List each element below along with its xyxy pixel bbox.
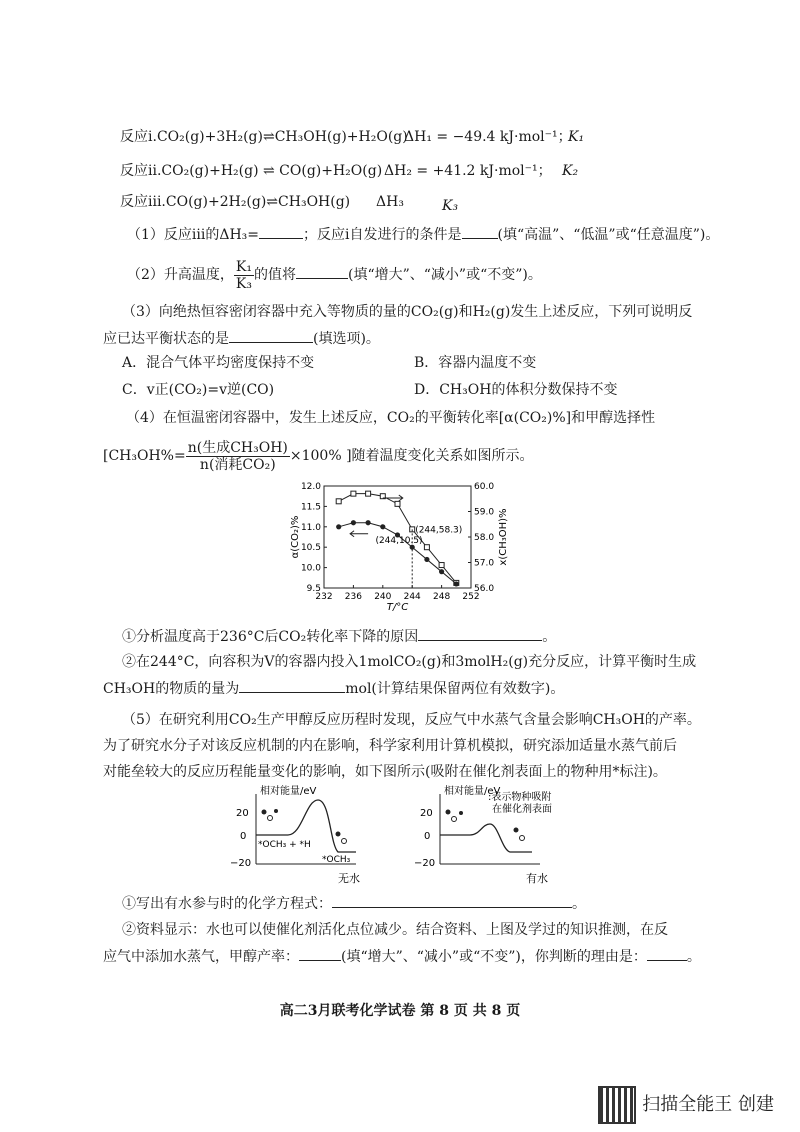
fraction-numerator: K₁ — [235, 258, 252, 275]
molecule-icon — [262, 810, 267, 815]
q2-text-c: (填“增大”、“减小”或“不变”)。 — [348, 267, 542, 283]
reaction-2-k: K₂ — [562, 163, 579, 179]
data-point-square — [336, 499, 341, 504]
data-point-circle — [424, 557, 429, 562]
x-axis-label: T/°C — [386, 602, 409, 613]
q4-sub1-end: 。 — [542, 629, 557, 645]
reaction-equation: CO₂(g)+H₂(g) ⇌ CO(g)+H₂O(g) — [161, 163, 383, 179]
x-tick-label: 232 — [315, 592, 333, 602]
answer-blank[interactable] — [332, 893, 572, 908]
selectivity-fraction — [186, 440, 290, 473]
question-5-line3: 对能垒较大的反应历程能量变化的影响，如下图所示(吸附在催化剂表面上的物种用*标注)。 — [103, 764, 667, 780]
y-left-tick-label: 10.0 — [300, 563, 321, 574]
question-5-line2: 为了研究水分子对该反应机制的内在影响，科学家利用计算机模拟，研究添加适量水蒸气前后 — [103, 738, 677, 754]
molecule-icon — [342, 839, 347, 844]
question-5-sub1 — [122, 893, 586, 914]
reaction-label: 反应iii. — [120, 194, 166, 210]
data-point-square — [439, 563, 444, 568]
tick-label: 20 — [420, 808, 433, 819]
reaction-3 — [120, 192, 350, 212]
answer-blank[interactable] — [647, 946, 687, 961]
answer-blank[interactable] — [229, 328, 313, 343]
x-tick-label: 248 — [433, 592, 451, 602]
q2-text-a: （2）升高温度， — [127, 267, 234, 283]
option-c: C．v正(CO₂)=v逆(CO) — [122, 382, 275, 398]
species-label: *OCH₃ + *H — [258, 840, 311, 850]
molecule-icon — [274, 809, 278, 813]
question-5-sub2a: ②资料显示：水也可以使催化剂活化点位减少。结合资料、上图及学过的知识推测，在反 — [122, 922, 668, 938]
tick-label: 0 — [240, 831, 247, 842]
question-1 — [127, 224, 719, 245]
reaction-1-enthalpy: ΔH₁ = −49.4 kJ·mol⁻¹； — [404, 129, 572, 145]
y-right-tick-label: 59.0 — [474, 507, 495, 518]
x-tick-label: 244 — [403, 592, 421, 602]
q1-text-b: ；反应i自发进行的条件是 — [303, 227, 462, 243]
q5-sub2-mid: (填“增大”、“减小”或“不变”)，你判断的理由是： — [341, 949, 647, 965]
data-point-square — [366, 491, 371, 496]
q5-sub1-text: ①写出有水参与时的化学方程式： — [122, 896, 332, 912]
q5-sub2-end: 。 — [686, 949, 701, 965]
answer-blank[interactable] — [259, 224, 303, 239]
molecule-icon — [446, 810, 451, 815]
q1-text-c: (填“高温”、“低温”或“任意温度”)。 — [497, 227, 720, 243]
k-ratio-fraction — [234, 259, 254, 292]
y-right-tick-label: 56.0 — [474, 584, 495, 594]
answer-blank[interactable] — [239, 678, 345, 693]
y-left-axis-label: α(CO₂)% — [290, 515, 301, 559]
answer-blank[interactable] — [296, 264, 348, 279]
question-4-sub1 — [122, 626, 556, 647]
legend-note: 在催化剂表面 — [492, 804, 552, 815]
answer-blank[interactable] — [299, 946, 341, 961]
qr-code-icon — [598, 1086, 636, 1124]
q1-text-a: （1）反应iii的ΔH₃= — [127, 227, 260, 243]
y-right-axis-label: x(CH₃OH)% — [498, 508, 509, 566]
q3-text-b: (填选项)。 — [313, 331, 380, 347]
y-left-tick-label: 11.5 — [300, 502, 321, 513]
question-3-line2 — [103, 328, 380, 349]
question-5-line1: （5）在研究利用CO₂生产甲醇反应历程时发现，反应气中水蒸气含量会影响CH₃OH的产率。 — [122, 712, 701, 728]
species-label: *OCH₃ — [322, 855, 351, 865]
y-axis-label: 相对能量/eV — [444, 786, 501, 797]
molecule-icon — [268, 816, 273, 821]
y-right-tick-label: 58.0 — [474, 533, 495, 543]
reaction-label: 反应ii. — [120, 163, 162, 179]
reaction-1 — [120, 127, 408, 147]
energy-path — [440, 824, 532, 852]
data-point-square — [395, 501, 400, 506]
q2-text-b: 的值将 — [254, 267, 296, 283]
question-3-line1: （3）向绝热恒容密闭容器中充入等物质的量的CO₂(g)和H₂(g)发生上述反应，下列可说明反 — [122, 304, 693, 320]
data-point-circle — [336, 524, 341, 529]
annotation-label: (244,10.5) — [375, 536, 423, 547]
arrow-left-icon — [350, 531, 368, 537]
reaction-2 — [120, 161, 382, 181]
q5-sub1-end: 。 — [572, 896, 586, 912]
page-footer: 高二3月联考化学试卷 第 8 页 共 8 页 — [279, 1003, 521, 1019]
question-2 — [127, 256, 542, 294]
x-tick-label: 240 — [374, 592, 392, 602]
q4-selectivity-pre: [CH₃OH%= — [103, 448, 186, 464]
q4-selectivity-post: ×100% ]随着温度变化关系如图所示。 — [289, 448, 534, 464]
reaction-equation: CO₂(g)+3H₂(g)⇌CH₃OH(g)+H₂O(g) — [156, 129, 408, 145]
data-point-circle — [351, 520, 356, 525]
molecule-icon — [520, 836, 525, 841]
y-left-tick-label: 10.5 — [300, 543, 321, 554]
question-4-sub2a: ②在244°C，向容积为V的容器内投入1molCO₂(g)和3molH₂(g)充分反应，计算平衡时生成 — [122, 654, 697, 670]
option-a: A．混合气体平均密度保持不变 — [122, 355, 315, 371]
diagram-caption: 有水 — [526, 872, 548, 885]
molecule-icon — [452, 817, 457, 822]
reaction-1-k: K₁ — [568, 129, 585, 145]
q5-sub2-text: 应气中添加水蒸气，甲醇产率： — [103, 949, 299, 965]
fraction-denominator: K₃ — [235, 275, 252, 292]
molecule-icon — [336, 832, 341, 837]
q4-sub2-text: CH₃OH的物质的量为 — [103, 681, 240, 697]
fraction-numerator: n(生成CH₃OH) — [187, 439, 288, 456]
data-point-circle — [366, 520, 371, 525]
y-left-tick-label: 11.0 — [300, 522, 321, 533]
tick-label: −20 — [414, 858, 436, 869]
y-left-tick-label: 9.5 — [306, 584, 321, 594]
energy-diagram-with-water — [410, 782, 570, 888]
legend-note: :表示物种吸附 — [488, 792, 552, 803]
y-axis-label: 相对能量/eV — [260, 786, 317, 797]
watermark: 扫描全能王 创建 — [642, 1094, 774, 1115]
data-point-square — [351, 491, 356, 496]
answer-blank[interactable] — [418, 626, 542, 641]
question-4-line1: （4）在恒温密闭容器中，发生上述反应，CO₂的平衡转化率[α(CO₂)%]和甲醇选择性 — [126, 410, 656, 426]
x-tick-label: 252 — [462, 592, 480, 602]
q4-sub2-end: mol(计算结果保留两位有效数字)。 — [345, 681, 565, 697]
tick-label: −20 — [230, 858, 252, 869]
q4-sub1-text: ①分析温度高于236°C后CO₂转化率下降的原因 — [122, 629, 419, 645]
reaction-2-enthalpy: ΔH₂ = +41.2 kJ·mol⁻¹； — [384, 163, 552, 179]
data-point-circle — [380, 524, 385, 529]
tick-label: 0 — [424, 831, 431, 842]
annotation-label: (244,58.3) — [415, 525, 463, 536]
data-point-square — [424, 545, 429, 550]
question-4-line2 — [103, 436, 534, 476]
y-right-tick-label: 60.0 — [474, 482, 495, 492]
molecule-icon — [514, 828, 519, 833]
reaction-label: 反应i. — [120, 129, 157, 145]
fraction-denominator: n(消耗CO₂) — [199, 456, 276, 473]
question-4-sub2b — [103, 678, 564, 699]
option-b: B．容器内温度不变 — [414, 355, 537, 371]
q3-text-a: 应已达平衡状态的是 — [103, 331, 229, 347]
y-left-tick-label: 12.0 — [300, 482, 321, 492]
conversion-selectivity-chart — [288, 478, 518, 618]
y-right-tick-label: 57.0 — [474, 558, 495, 569]
energy-diagram-no-water — [226, 782, 386, 888]
reaction-3-enthalpy: ΔH₃ — [376, 194, 404, 210]
data-point-circle — [439, 569, 444, 574]
tick-label: 20 — [236, 808, 249, 819]
data-point-circle — [454, 581, 459, 586]
option-d: D．CH₃OH的体积分数保持不变 — [414, 382, 618, 398]
answer-blank[interactable] — [462, 224, 498, 239]
question-5-sub2b — [103, 946, 701, 967]
diagram-caption: 无水 — [338, 872, 360, 885]
reaction-equation: CO(g)+2H₂(g)⇌CH₃OH(g) — [165, 194, 351, 210]
x-tick-label: 236 — [344, 592, 362, 602]
molecule-icon — [459, 811, 463, 815]
reaction-3-k: K₃ — [442, 198, 459, 214]
